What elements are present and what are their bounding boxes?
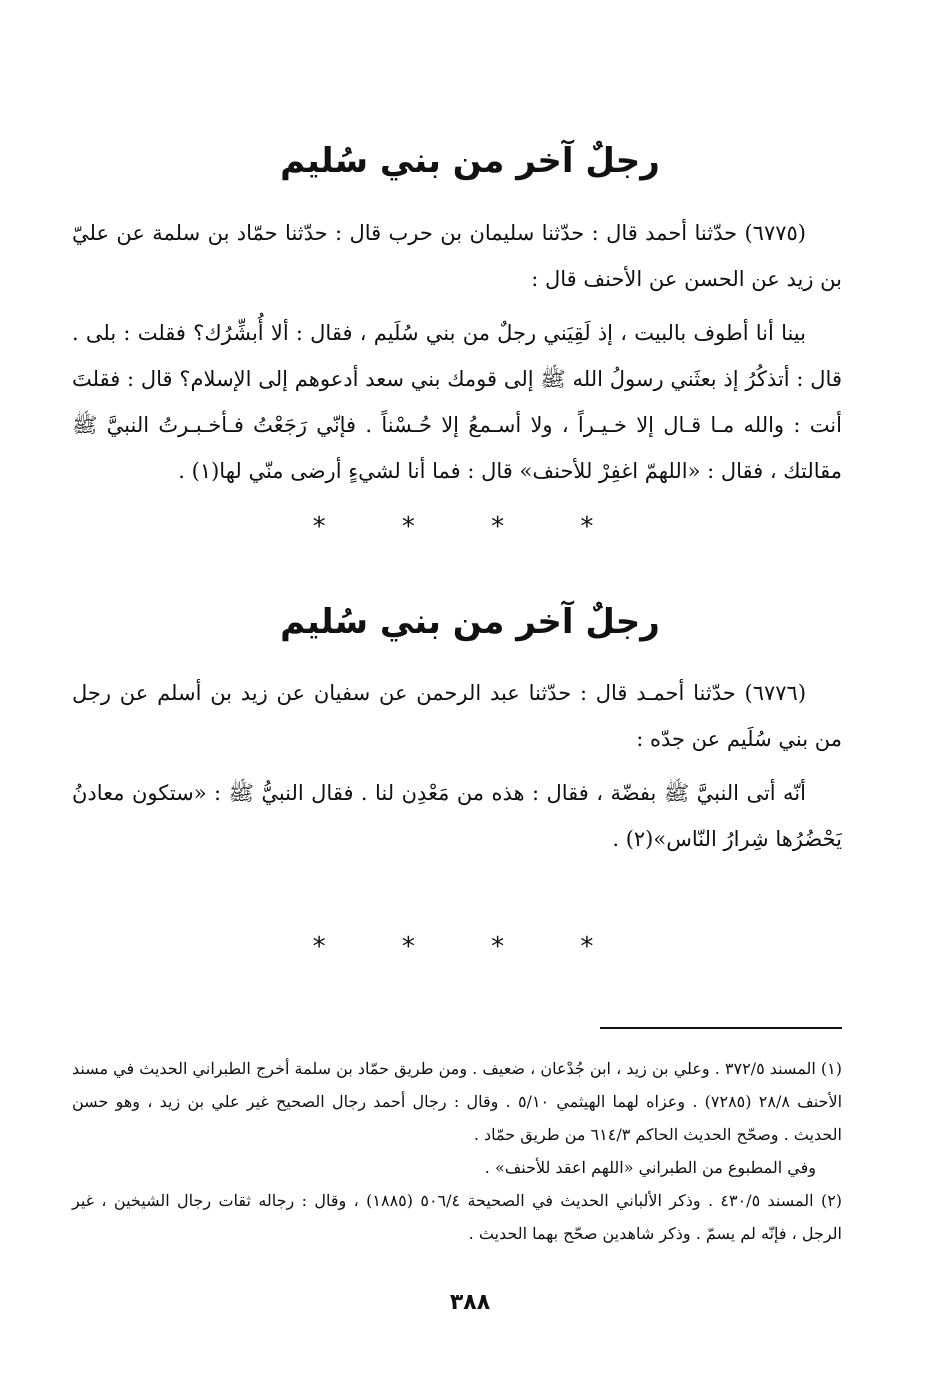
footnote: (٢) المسند ٤٣٠/٥ . وذكر الألباني الحديث في الصحيحة ٥٠٦/٤ (١٨٨٥) ، وقال : رجاله ثقات رجال الشيخين ، غير الرجل ، فإنّه لم يسمّ . وذكر شاهدين صحّح بهما الحديث . [72, 1191, 843, 1243]
hadith-isnad: (٦٧٧٦) حدّثنا أحمـد قال : حدّثنا عبد الرحمن عن سفيان عن زيد بن أسلم عن رجل من بني سُلَيم عن جدّه : [72, 681, 842, 751]
footnote: (١) المسند ٣٧٢/٥ . وعلي بن زيد ، ابن جُدْعان ، ضعيف . ومن طريق حمّاد بن سلمة أخرج الطبراني الحديث في مسند الأحنف ٢٨/٨ (٧٢٨٥) . وعزاه لهما الهيثمي ٥/١٠ . وقال : رجال أحمد رجال الصحيح غير علي بن زيد ، وهو حسن الحديث . وصحّح الحديث الحاكم ٦١٤/٣ من طريق حمّاد . [72, 1059, 843, 1144]
hadith-text: بينا أنا أطوف بالبيت ، إذ لَقِيَني رجلٌ من بني سُلَيم ، فقال : ألا أُبشِّرُك؟ فقلت : بلى . قال : أتذكُرُ إذ بعثَني رسولُ الله ﷺ إلى قومك بني سعد أدعوهم إلى الإسلام؟ قال : فقلتَ أنت : والله مـا قـال إلا خـيـراً ، ولا أسـمعُ إلا حُـسْناً . فإنّي رَجَعْتُ فـأخـبـرتُ النبيَّ ﷺ مقالتك ، فقال : «اللهمّ اغفِرْ للأحنف» قال : فما أنا لشيءٍ أرضى منّي لها(١) . [72, 321, 842, 483]
hadith-isnad: (٦٧٧٥) حدّثنا أحمد قال : حدّثنا سليمان بن حرب قال : حدّثنا حمّاد بن سلمة عن عليّ بن زيد عن الحسن عن الأحنف قال : [72, 221, 842, 291]
hadith-block [72, 670, 842, 862]
footnotes [72, 1052, 842, 1250]
footnote-divider [600, 1027, 842, 1029]
page-number: ٣٨٨ [449, 1290, 491, 1315]
footnote-continuation: وفي المطبوع من الطبراني «اللهم اعقد للأحنف» . [484, 1158, 816, 1177]
hadith-block [72, 210, 842, 494]
section-title: رجلٌ آخر من بني سُليم [280, 141, 660, 181]
section-separator: * * * * [312, 932, 628, 962]
section-title: رجلٌ آخر من بني سُليم [280, 602, 660, 642]
section-separator: * * * * [312, 512, 628, 542]
hadith-text: أنّه أتى النبيَّ ﷺ بفضّة ، فقال : هذه من مَعْدِن لنا . فقال النبيُّ ﷺ : «ستكون معادنُ يَحْضُرُها شِرارُ النّاس»(٢) . [72, 781, 842, 851]
